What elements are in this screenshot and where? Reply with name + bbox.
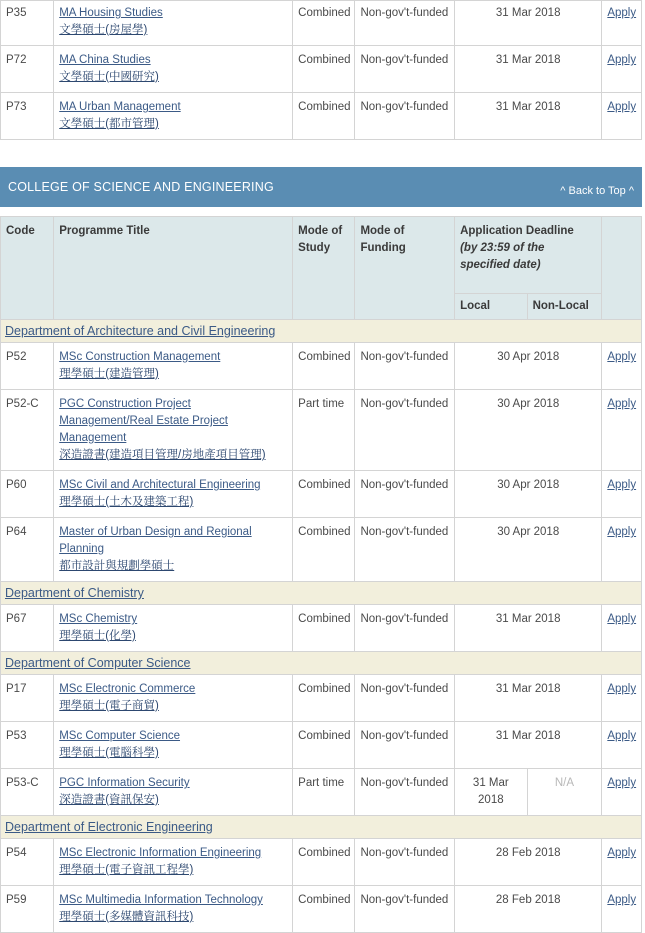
apply-cell [602, 46, 642, 93]
college-title: COLLEGE OF SCIENCE AND ENGINEERING [8, 180, 274, 194]
department-row [1, 320, 642, 343]
programme-title-cell [54, 93, 293, 140]
apply-cell [602, 390, 642, 471]
mode-of-study: Combined [293, 839, 355, 886]
apply-cell [602, 675, 642, 722]
programme-code: P53 [1, 722, 54, 769]
deadline-header-note: (by 23:59 of the specified date) [460, 242, 545, 271]
programme-title-link[interactable]: MA China Studies [59, 54, 151, 66]
apply-cell [602, 518, 642, 582]
programme-title-cell [54, 518, 293, 582]
apply-link[interactable]: Apply [607, 7, 637, 19]
mode-of-funding: Non-gov't-funded [355, 886, 455, 933]
apply-cell [602, 605, 642, 652]
programme-code: P73 [1, 93, 54, 140]
programme-title-zh-link[interactable]: 理學碩士(多媒體資訊科技) [59, 911, 194, 923]
table-row [1, 46, 642, 93]
column-header-apply [602, 217, 642, 320]
deadline-header-label: Application Deadline [460, 225, 574, 237]
programme-code: P60 [1, 471, 54, 518]
programme-title-cell [54, 46, 293, 93]
programme-title-cell [54, 471, 293, 518]
programme-title-link[interactable]: MSc Construction Management [59, 351, 221, 363]
table-row [1, 886, 642, 933]
programme-title-zh-link[interactable]: 理學碩士(電腦科學) [59, 747, 159, 759]
application-deadline-nonlocal: N/A [527, 769, 602, 816]
application-deadline: 31 Mar 2018 [455, 675, 602, 722]
back-to-top-link[interactable]: ^ Back to Top ^ [560, 185, 634, 197]
mode-of-study: Combined [293, 675, 355, 722]
mode-of-funding: Non-gov't-funded [355, 390, 455, 471]
apply-link[interactable]: Apply [607, 526, 637, 538]
apply-link[interactable]: Apply [607, 101, 637, 113]
column-header-mode: Mode of Study [293, 217, 355, 320]
programme-title-cell [54, 1, 293, 46]
apply-link[interactable]: Apply [607, 894, 637, 906]
application-deadline: 31 Mar 2018 [455, 46, 602, 93]
apply-cell [602, 886, 642, 933]
table-row [1, 1, 642, 46]
mode-of-funding: Non-gov't-funded [355, 675, 455, 722]
programme-title-link[interactable]: MSc Computer Science [59, 730, 181, 742]
programme-code: P64 [1, 518, 54, 582]
mode-of-funding: Non-gov't-funded [355, 722, 455, 769]
apply-link[interactable]: Apply [607, 54, 637, 66]
table-row [1, 839, 642, 886]
table-row [1, 471, 642, 518]
column-header-funding: Mode of Funding [355, 217, 455, 320]
application-deadline: 31 Mar 2018 [455, 722, 602, 769]
table-header-row [1, 217, 642, 294]
column-header-deadline [455, 217, 602, 294]
column-header-title: Programme Title [54, 217, 293, 320]
application-deadline: 31 Mar 2018 [455, 93, 602, 140]
programme-title-link[interactable]: MA Urban Management [59, 101, 181, 113]
programme-title-zh-link[interactable]: 理學碩士(建造管理) [59, 368, 159, 380]
apply-link[interactable]: Apply [607, 398, 637, 410]
programme-title-cell [54, 722, 293, 769]
programme-title-link[interactable]: MSc Civil and Architectural Engineering [59, 479, 261, 491]
programme-table [0, 216, 642, 933]
mode-of-study: Combined [293, 46, 355, 93]
table-row [1, 343, 642, 390]
programme-title-zh-link[interactable]: 理學碩士(化學) [59, 630, 136, 642]
programme-title-cell [54, 839, 293, 886]
apply-cell [602, 722, 642, 769]
apply-cell [602, 839, 642, 886]
table-row [1, 769, 642, 816]
apply-cell [602, 1, 642, 46]
apply-link[interactable]: Apply [607, 730, 637, 742]
table-row [1, 518, 642, 582]
programme-code: P67 [1, 605, 54, 652]
programme-title-zh-link[interactable]: 文學碩士(中國研究) [59, 71, 159, 83]
programme-code: P52-C [1, 390, 54, 471]
programme-code: P72 [1, 46, 54, 93]
department-link[interactable]: Department of Electronic Engineering [5, 820, 213, 834]
programme-title-cell [54, 886, 293, 933]
apply-link[interactable]: Apply [607, 683, 637, 695]
application-deadline: 30 Apr 2018 [455, 518, 602, 582]
apply-cell [602, 769, 642, 816]
mode-of-funding: Non-gov't-funded [355, 518, 455, 582]
apply-cell [602, 93, 642, 140]
mode-of-study: Part time [293, 769, 355, 816]
apply-link[interactable]: Apply [607, 847, 637, 859]
department-link[interactable]: Department of Chemistry [5, 586, 144, 600]
programme-code: P17 [1, 675, 54, 722]
column-header-local: Local [455, 294, 527, 320]
mode-of-funding: Non-gov't-funded [355, 1, 455, 46]
programme-code: P54 [1, 839, 54, 886]
apply-link[interactable]: Apply [607, 777, 637, 789]
programme-title-link[interactable]: MSc Electronic Commerce [59, 683, 196, 695]
application-deadline: 30 Apr 2018 [455, 471, 602, 518]
college-header-bar [0, 167, 642, 207]
apply-link[interactable]: Apply [607, 613, 637, 625]
programme-title-zh-link[interactable]: 深造證書(資訊保安) [59, 794, 159, 806]
application-deadline-local: 31 Mar 2018 [455, 769, 527, 816]
programme-title-cell [54, 390, 293, 471]
table-row [1, 390, 642, 471]
department-row [1, 652, 642, 675]
column-header-code: Code [1, 217, 54, 320]
mode-of-study: Combined [293, 343, 355, 390]
programme-title-link[interactable]: PGC Construction Project Management/Real Estate Project Management [59, 398, 228, 444]
programme-title-link[interactable]: PGC Information Security [59, 777, 190, 789]
mode-of-study: Combined [293, 93, 355, 140]
programme-title-zh-link[interactable]: 理學碩士(電子資訊工程學) [59, 864, 194, 876]
application-deadline: 28 Feb 2018 [455, 839, 602, 886]
mode-of-funding: Non-gov't-funded [355, 93, 455, 140]
table-row [1, 605, 642, 652]
mode-of-funding: Non-gov't-funded [355, 343, 455, 390]
department-link[interactable]: Department of Architecture and Civil Engineering [5, 324, 276, 338]
mode-of-study: Combined [293, 605, 355, 652]
apply-link[interactable]: Apply [607, 479, 637, 491]
department-row [1, 816, 642, 839]
mode-of-study: Combined [293, 1, 355, 46]
programme-title-link[interactable]: MA Housing Studies [59, 7, 163, 19]
programme-title-cell [54, 769, 293, 816]
programme-code: P35 [1, 1, 54, 46]
application-deadline: 30 Apr 2018 [455, 390, 602, 471]
mode-of-study: Combined [293, 471, 355, 518]
mode-of-study: Part time [293, 390, 355, 471]
mode-of-funding: Non-gov't-funded [355, 46, 455, 93]
programme-title-link[interactable]: MSc Chemistry [59, 613, 138, 625]
table-row [1, 93, 642, 140]
mode-of-funding: Non-gov't-funded [355, 839, 455, 886]
application-deadline: 31 Mar 2018 [455, 605, 602, 652]
mode-of-study: Combined [293, 518, 355, 582]
table-row [1, 722, 642, 769]
apply-cell [602, 343, 642, 390]
mode-of-funding: Non-gov't-funded [355, 471, 455, 518]
apply-link[interactable]: Apply [607, 351, 637, 363]
column-header-nonlocal: Non-Local [527, 294, 602, 320]
apply-cell [602, 471, 642, 518]
application-deadline: 31 Mar 2018 [455, 1, 602, 46]
department-link[interactable]: Department of Computer Science [5, 656, 191, 670]
application-deadline: 28 Feb 2018 [455, 886, 602, 933]
programme-title-link[interactable]: MSc Multimedia Information Technology [59, 894, 263, 906]
mode-of-funding: Non-gov't-funded [355, 605, 455, 652]
programme-code: P52 [1, 343, 54, 390]
programme-title-zh-link[interactable]: 都市設計與規劃學碩士 [59, 560, 175, 572]
department-row [1, 582, 642, 605]
programme-title-cell [54, 343, 293, 390]
programme-title-zh-link[interactable]: 文學碩士(都市管理) [59, 118, 159, 130]
programme-title-zh-link[interactable]: 理學碩士(土木及建築工程) [59, 496, 194, 508]
mode-of-study: Combined [293, 722, 355, 769]
programme-title-cell [54, 675, 293, 722]
programme-title-zh-link[interactable]: 深造證書(建造項目管理/房地產項目管理) [59, 449, 266, 461]
programme-title-cell [54, 605, 293, 652]
programme-title-zh-link[interactable]: 文學碩士(房屋學) [59, 24, 148, 36]
mode-of-funding: Non-gov't-funded [355, 769, 455, 816]
programme-title-link[interactable]: Master of Urban Design and Regional Planning [59, 526, 252, 555]
programme-title-link[interactable]: MSc Electronic Information Engineering [59, 847, 262, 859]
previous-programme-table [0, 0, 642, 140]
mode-of-study: Combined [293, 886, 355, 933]
programme-title-zh-link[interactable]: 理學碩士(電子商貿) [59, 700, 159, 712]
programme-code: P59 [1, 886, 54, 933]
table-row [1, 675, 642, 722]
application-deadline: 30 Apr 2018 [455, 343, 602, 390]
programme-code: P53-C [1, 769, 54, 816]
